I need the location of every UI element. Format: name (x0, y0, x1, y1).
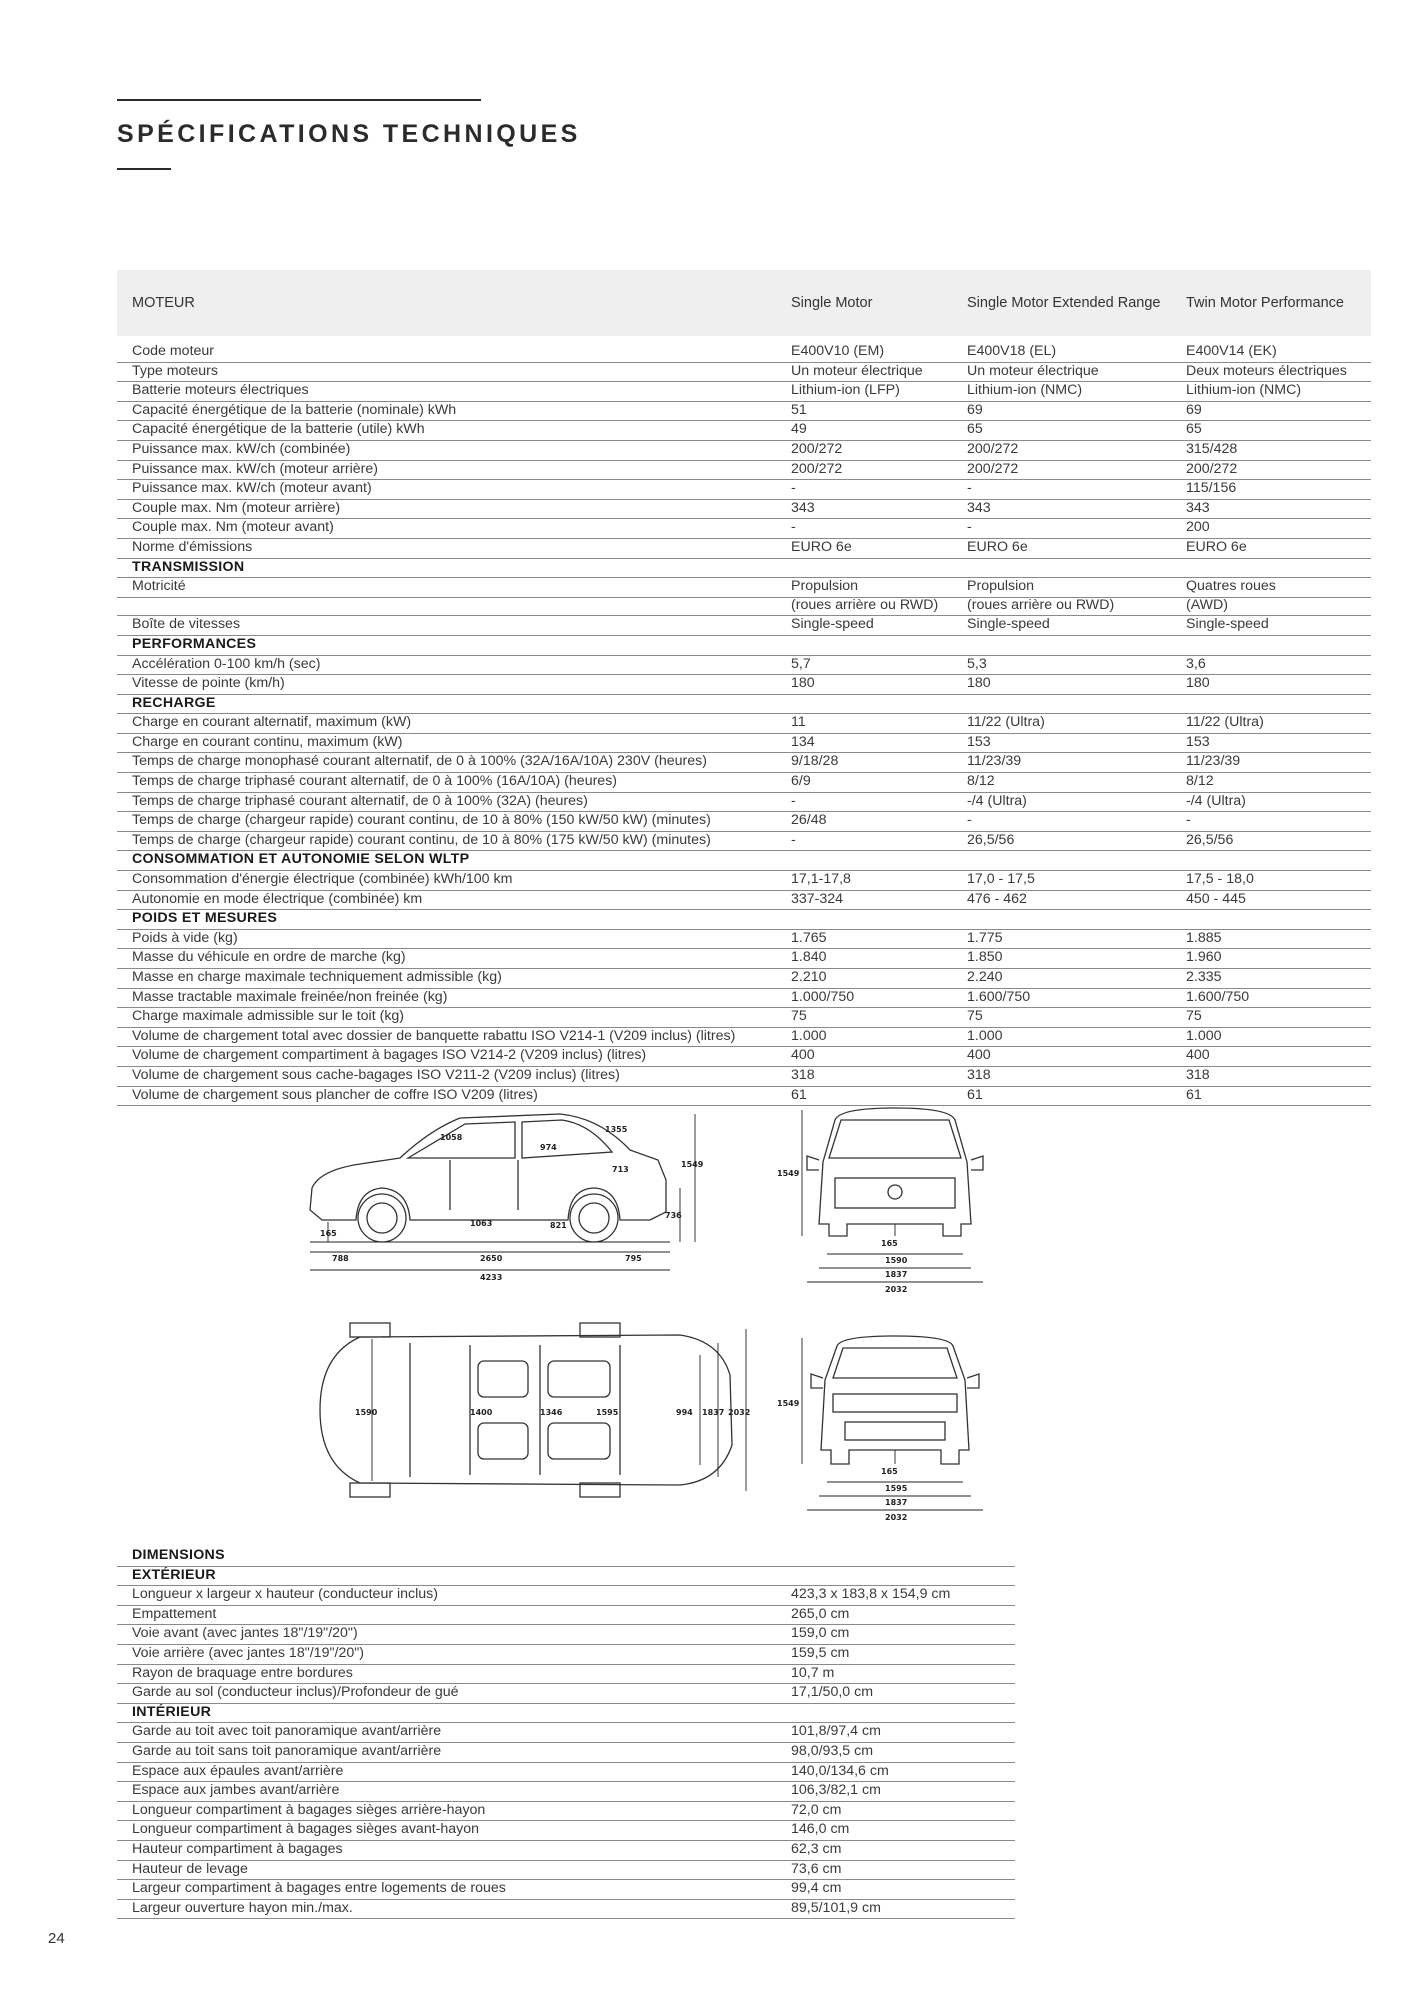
row-value: 8/12 (967, 773, 995, 790)
row-value: (AWD) (1186, 596, 1229, 613)
row-value: 153 (967, 733, 991, 750)
row-value: 318 (791, 1066, 815, 1083)
row-label: Capacité énergétique de la batterie (utile) kWh (132, 421, 425, 438)
row-value: 26/48 (791, 812, 827, 829)
row-label: Temps de charge triphasé courant alternatif, de 0 à 100% (16A/10A) (heures) (132, 773, 618, 790)
row-label: Hauteur compartiment à bagages (132, 1840, 343, 1857)
row-label: Volume de chargement total avec dossier de banquette rabattu ISO V214-1 (V209 inclus) (litres) (132, 1027, 736, 1044)
row-value: 318 (1186, 1066, 1210, 1083)
row-value: 26,5/56 (967, 831, 1015, 848)
title-underline (117, 168, 171, 170)
table-row (117, 1802, 1015, 1822)
row-label: Masse du véhicule en ordre de marche (kg) (132, 949, 406, 966)
row-value: Quatres roues (1186, 578, 1276, 595)
top-load-width-label: 1595 (596, 1408, 619, 1417)
table-row (117, 1606, 1015, 1626)
row-value: 1.600/750 (967, 988, 1031, 1005)
row-label: Puissance max. kW/ch (combinée) (132, 440, 351, 457)
rear-view-drawing (775, 1330, 1015, 1530)
table-row (117, 1625, 1015, 1645)
row-value: 400 (1186, 1047, 1210, 1064)
table-row (117, 402, 1371, 422)
row-value: 200/272 (791, 440, 843, 457)
row-value: 26,5/56 (1186, 831, 1234, 848)
front-view-drawing (775, 1100, 1015, 1300)
row-value: Un moteur électrique (791, 362, 923, 379)
row-value: 11/22 (Ultra) (967, 714, 1045, 731)
row-label: Voie avant (avec jantes 18"/19"/20") (132, 1625, 358, 1642)
row-value: 49 (791, 421, 807, 438)
header-extended-range: Single Motor Extended Range (967, 295, 1161, 311)
table-row (117, 519, 1371, 539)
row-label: Couple max. Nm (moteur arrière) (132, 499, 341, 516)
table-row (117, 1900, 1015, 1920)
row-value: 89,5/101,9 cm (791, 1899, 881, 1916)
top-width-label: 1837 (702, 1408, 725, 1417)
row-value: - (1186, 812, 1191, 829)
row-label: Autonomie en mode électrique (combinée) km (132, 890, 423, 907)
row-label: Garde au sol (conducteur inclus)/Profondeur de gué (132, 1684, 459, 1701)
row-value: 5,3 (967, 655, 987, 672)
row-value: 146,0 cm (791, 1821, 850, 1838)
table-row (117, 832, 1371, 852)
section-title: CONSOMMATION ET AUTONOMIE SELON WLTP (132, 851, 470, 868)
row-value: 8/12 (1186, 773, 1214, 790)
row-value: 6/9 (791, 773, 811, 790)
row-value: -/4 (Ultra) (967, 792, 1027, 809)
top-boot-width-label: 994 (676, 1408, 693, 1417)
section-heading (117, 636, 1371, 656)
table-row (117, 421, 1371, 441)
row-value: 423,3 x 183,8 x 154,9 cm (791, 1586, 951, 1603)
row-value: 159,0 cm (791, 1625, 850, 1642)
section-title: INTÉRIEUR (132, 1703, 212, 1720)
row-label: Motricité (132, 578, 186, 595)
row-value: E400V14 (EK) (1186, 343, 1277, 359)
row-value: 400 (791, 1047, 815, 1064)
row-value: 200/272 (967, 440, 1019, 457)
section-heading (117, 1547, 1015, 1567)
spec-table-body (117, 336, 1371, 1106)
row-value: 180 (1186, 675, 1210, 692)
row-value: 17,0 - 17,5 (967, 871, 1035, 888)
row-value: 115/156 (1186, 480, 1237, 497)
row-label: Garde au toit avec toit panoramique avant/arrière (132, 1723, 442, 1740)
row-value: 65 (1186, 421, 1202, 438)
row-value: 1.000/750 (791, 988, 855, 1005)
row-value: 2.240 (967, 969, 1003, 985)
table-row (117, 616, 1371, 636)
table-row (117, 753, 1371, 773)
top-view-drawing (300, 1315, 770, 1505)
table-row (117, 930, 1371, 950)
row-value: 101,8/97,4 cm (791, 1723, 881, 1740)
row-label: Type moteurs (132, 362, 218, 379)
top-shoulder-rear-label: 1346 (540, 1408, 563, 1417)
row-value: - (967, 480, 972, 497)
row-value: 476 - 462 (967, 890, 1027, 907)
row-value: 200/272 (1186, 460, 1238, 477)
table-row (117, 578, 1371, 598)
row-value: 69 (1186, 401, 1202, 418)
section-heading (117, 851, 1371, 871)
row-label: Consommation d'énergie électrique (combinée) kWh/100 km (132, 871, 513, 888)
side-rear-overhang-label: 795 (625, 1254, 642, 1263)
front-ground-label: 165 (881, 1239, 898, 1248)
section-title: EXTÉRIEUR (132, 1566, 216, 1583)
row-value: 315/428 (1186, 440, 1238, 457)
table-row (117, 500, 1371, 520)
row-value: Single-speed (967, 616, 1050, 633)
table-row (117, 363, 1371, 383)
table-row (117, 1841, 1015, 1861)
spec-table-header (117, 270, 1371, 336)
table-row (117, 597, 1371, 617)
row-label: Longueur compartiment à bagages sièges avant-hayon (132, 1821, 480, 1838)
side-height-label: 1549 (681, 1160, 704, 1169)
row-value: 140,0/134,6 cm (791, 1762, 889, 1779)
row-label: Espace aux épaules avant/arrière (132, 1762, 344, 1779)
table-row (117, 734, 1371, 754)
row-value: (roues arrière ou RWD) (967, 596, 1115, 613)
row-label (117, 597, 791, 616)
row-label: Norme d'émissions (132, 538, 253, 555)
row-value: 5,7 (791, 655, 811, 672)
row-value: 1.850 (967, 949, 1003, 966)
page-title: SPÉCIFICATIONS TECHNIQUES (117, 120, 581, 148)
row-value: Propulsion (791, 578, 859, 595)
row-label: Code moteur (132, 343, 215, 359)
row-value: 73,6 cm (791, 1860, 842, 1877)
row-value: 153 (1186, 733, 1210, 750)
table-row (117, 891, 1371, 911)
row-value: 337-324 (791, 890, 844, 907)
row-label: Accélération 0-100 km/h (sec) (132, 655, 321, 672)
row-label: Rayon de braquage entre bordures (132, 1664, 353, 1681)
section-heading (117, 1567, 1015, 1587)
row-value: -/4 (Ultra) (1186, 792, 1246, 809)
row-value: 65 (967, 421, 983, 438)
side-view-drawing (300, 1100, 720, 1290)
row-value: EURO 6e (791, 538, 852, 555)
side-legroom-front-label: 1063 (470, 1219, 493, 1228)
row-label: Largeur ouverture hayon min./max. (132, 1899, 353, 1916)
row-value: 10,7 m (791, 1664, 835, 1681)
row-value: 1.775 (967, 929, 1003, 946)
section-title: POIDS ET MESURES (132, 910, 278, 927)
table-row (117, 656, 1371, 676)
row-value: E400V18 (EL) (967, 343, 1057, 359)
row-value: 2.335 (1186, 969, 1222, 985)
row-label: Longueur compartiment à bagages sièges arrière-hayon (132, 1801, 486, 1818)
top-track-label: 1590 (355, 1408, 378, 1417)
table-row (117, 1665, 1015, 1685)
header-twin-motor: Twin Motor Performance (1186, 295, 1344, 311)
row-value: E400V10 (EM) (791, 343, 885, 359)
section-heading (117, 1704, 1015, 1724)
row-label: Masse en charge maximale techniquement admissible (kg) (132, 969, 502, 985)
row-label: Boîte de vitesses (132, 616, 241, 633)
row-value: Propulsion (967, 578, 1035, 595)
row-value: 106,3/82,1 cm (791, 1782, 881, 1799)
table-row (117, 773, 1371, 793)
side-legroom-rear-label: 821 (550, 1221, 567, 1230)
row-value: 450 - 445 (1186, 890, 1246, 907)
rear-ground-label: 165 (881, 1467, 898, 1476)
side-headroom-front-label: 1058 (440, 1133, 463, 1142)
row-value: 1.960 (1186, 949, 1222, 966)
row-value: 1.765 (791, 929, 827, 946)
row-label: Puissance max. kW/ch (moteur arrière) (132, 460, 378, 477)
side-wheelbase-label: 2650 (480, 1254, 503, 1263)
row-value: - (791, 480, 796, 497)
row-value: Single-speed (791, 616, 874, 633)
row-value: 51 (791, 401, 807, 418)
spec-table (117, 270, 1371, 1106)
section-heading (117, 559, 1371, 579)
row-label: Temps de charge triphasé courant alternatif, de 0 à 100% (32A) (heures) (132, 792, 588, 809)
table-row (117, 1880, 1015, 1900)
table-row (117, 539, 1371, 559)
row-value: 17,5 - 18,0 (1186, 871, 1254, 888)
row-value: 11/22 (Ultra) (1186, 714, 1264, 731)
table-row (117, 1821, 1015, 1841)
row-value: 99,4 cm (791, 1880, 842, 1897)
table-row (117, 793, 1371, 813)
table-row (117, 871, 1371, 891)
header-moteur: MOTEUR (132, 295, 195, 311)
row-label: Largeur compartiment à bagages entre logements de roues (132, 1880, 506, 1897)
table-row (117, 1763, 1015, 1783)
row-value: 1.000 (1186, 1027, 1222, 1044)
row-value: 11/23/39 (1186, 753, 1241, 770)
row-value: 265,0 cm (791, 1605, 850, 1622)
row-value: 61 (1186, 1086, 1202, 1103)
row-value: 69 (967, 401, 983, 418)
table-row (117, 969, 1371, 989)
row-value: 1.000 (791, 1027, 827, 1044)
row-value: 318 (967, 1066, 991, 1083)
section-heading (117, 695, 1371, 715)
front-width-mirrors-label: 2032 (885, 1285, 908, 1294)
row-value: 75 (967, 1008, 983, 1025)
table-row (117, 1743, 1015, 1763)
row-value: 343 (791, 499, 815, 516)
row-value: 180 (791, 675, 815, 692)
side-lift-height-label: 736 (665, 1211, 682, 1220)
row-value: - (967, 519, 972, 536)
row-value: 159,5 cm (791, 1644, 850, 1661)
table-row (117, 812, 1371, 832)
section-title: TRANSMISSION (132, 558, 245, 575)
row-value: 75 (1186, 1008, 1202, 1025)
row-label: Empattement (132, 1605, 217, 1622)
header-single-motor: Single Motor (791, 295, 873, 311)
row-value: 98,0/93,5 cm (791, 1742, 874, 1759)
row-value: 1.000 (967, 1027, 1003, 1044)
row-label: Temps de charge (chargeur rapide) courant continu, de 10 à 80% (150 kW/50 kW) (minutes) (132, 812, 711, 829)
row-value: 3,6 (1186, 655, 1206, 672)
rear-width-mirrors-label: 2032 (885, 1513, 908, 1522)
row-value: - (791, 792, 796, 809)
table-row (117, 1861, 1015, 1881)
row-label: Batterie moteurs électriques (132, 382, 309, 399)
section-title: RECHARGE (132, 694, 216, 711)
row-label: Capacité énergétique de la batterie (nominale) kWh (132, 401, 457, 418)
section-title: DIMENSIONS (132, 1547, 225, 1563)
dimensions-table (117, 1547, 1015, 1919)
row-label: Vitesse de pointe (km/h) (132, 675, 285, 692)
row-label: Longueur x largeur x hauteur (conducteur inclus) (132, 1586, 438, 1603)
row-label: Volume de chargement sous plancher de coffre ISO V209 (litres) (132, 1086, 538, 1103)
front-height-label: 1549 (777, 1169, 800, 1178)
front-width-label: 1837 (885, 1270, 908, 1279)
side-load-floor-label: 713 (612, 1165, 629, 1174)
row-value: 200/272 (791, 460, 843, 477)
row-value: 11 (791, 714, 806, 731)
top-width-mirrors-label: 2032 (728, 1408, 751, 1417)
table-row (117, 343, 1371, 363)
row-value: 343 (1186, 499, 1210, 516)
row-value: 400 (967, 1047, 991, 1064)
table-row (117, 1067, 1371, 1087)
section-heading (117, 910, 1371, 930)
row-value: 61 (791, 1086, 807, 1103)
row-label: Masse tractable maximale freinée/non freinée (kg) (132, 988, 448, 1005)
row-value: - (791, 831, 796, 848)
row-label: Volume de chargement sous cache-bagages ISO V211-2 (V209 inclus) (litres) (132, 1066, 620, 1083)
side-ground-label: 165 (320, 1229, 337, 1238)
row-value: 17,1-17,8 (791, 871, 851, 888)
row-value: Lithium-ion (NMC) (967, 382, 1083, 399)
rear-width-label: 1837 (885, 1498, 908, 1507)
table-row (117, 1047, 1371, 1067)
row-value: 200/272 (967, 460, 1019, 477)
table-row (117, 461, 1371, 481)
row-value: 200 (1186, 519, 1210, 536)
table-row (117, 1723, 1015, 1743)
section-title: PERFORMANCES (132, 635, 257, 652)
side-headroom-rear-label: 974 (540, 1143, 557, 1152)
side-length-label: 4233 (480, 1273, 503, 1282)
row-value: 72,0 cm (791, 1801, 842, 1818)
table-row (117, 949, 1371, 969)
row-label: Hauteur de levage (132, 1860, 248, 1877)
row-value: 11/23/39 (967, 753, 1022, 770)
table-row (117, 382, 1371, 402)
side-front-overhang-label: 788 (332, 1254, 349, 1263)
row-label: Couple max. Nm (moteur avant) (132, 519, 334, 536)
row-value: 75 (791, 1008, 807, 1025)
row-value: 180 (967, 675, 991, 692)
table-row (117, 1645, 1015, 1665)
row-label: Charge en courant alternatif, maximum (kW) (132, 714, 412, 731)
row-value: 17,1/50,0 cm (791, 1684, 874, 1701)
row-value: - (967, 812, 972, 829)
table-row (117, 1782, 1015, 1802)
row-label: Charge en courant continu, maximum (kW) (132, 733, 403, 750)
row-label: Temps de charge monophasé courant alternatif, de 0 à 100% (32A/16A/10A) 230V (heures) (132, 753, 707, 770)
row-value: Un moteur électrique (967, 362, 1099, 379)
row-value: 61 (967, 1086, 983, 1103)
row-label: Voie arrière (avec jantes 18"/19"/20") (132, 1644, 364, 1661)
row-value: - (791, 519, 796, 536)
side-load-length-label: 1355 (605, 1125, 628, 1134)
row-value: (roues arrière ou RWD) (791, 596, 939, 613)
top-shoulder-front-label: 1400 (470, 1408, 493, 1417)
row-label: Garde au toit sans toit panoramique avant/arrière (132, 1742, 442, 1759)
row-value: 1.885 (1186, 929, 1222, 946)
table-row (117, 1008, 1371, 1028)
table-row (117, 1028, 1371, 1048)
table-row (117, 1684, 1015, 1704)
row-value: EURO 6e (967, 538, 1028, 555)
row-value: 343 (967, 499, 991, 516)
table-row (117, 480, 1371, 500)
table-row (117, 714, 1371, 734)
row-label: Puissance max. kW/ch (moteur avant) (132, 480, 372, 497)
table-row (117, 441, 1371, 461)
front-track-label: 1590 (885, 1256, 908, 1265)
row-label: Poids à vide (kg) (132, 929, 238, 946)
row-value: 134 (791, 733, 815, 750)
row-value: 9/18/28 (791, 753, 839, 770)
row-value: Lithium-ion (LFP) (791, 382, 900, 399)
table-row (117, 989, 1371, 1009)
row-value: Single-speed (1186, 616, 1269, 633)
header-rule (117, 99, 481, 101)
page-number: 24 (48, 1930, 65, 1947)
table-row (117, 1586, 1015, 1606)
row-value: EURO 6e (1186, 538, 1247, 555)
rear-height-label: 1549 (777, 1399, 800, 1408)
row-value: 2.210 (791, 969, 827, 985)
row-value: Deux moteurs électriques (1186, 362, 1347, 379)
row-label: Charge maximale admissible sur le toit (kg) (132, 1008, 405, 1025)
row-label: Temps de charge (chargeur rapide) courant continu, de 10 à 80% (175 kW/50 kW) (minutes) (132, 831, 711, 848)
row-value: 1.840 (791, 949, 827, 966)
rear-track-label: 1595 (885, 1484, 908, 1493)
row-value: 1.600/750 (1186, 988, 1250, 1005)
row-value: Lithium-ion (NMC) (1186, 382, 1302, 399)
row-label: Espace aux jambes avant/arrière (132, 1782, 340, 1799)
row-value: 62,3 cm (791, 1840, 842, 1857)
row-label: Volume de chargement compartiment à bagages ISO V214-2 (V209 inclus) (litres) (132, 1047, 647, 1064)
table-row (117, 675, 1371, 695)
